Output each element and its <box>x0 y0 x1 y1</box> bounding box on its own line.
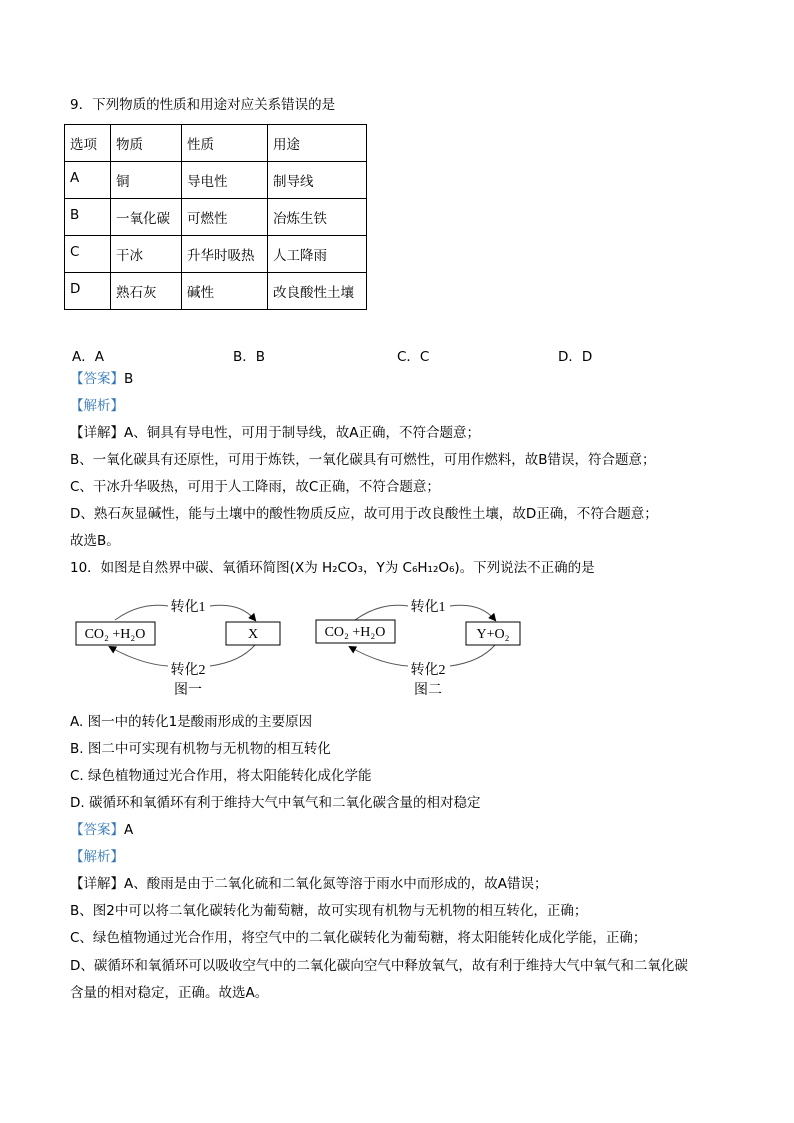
q9-table <box>64 124 367 310</box>
q10-detail-line: C、绿色植物通过光合作用，将空气中的二氧化碳转化为葡萄糖，将太阳能转化成化学能，正确； <box>70 930 647 946</box>
q9-option-d: D．D <box>558 349 593 365</box>
q10-answer <box>70 821 133 839</box>
answer-value: B <box>124 371 134 387</box>
detail-label: 【详解】 <box>70 876 124 892</box>
cycle-arrow <box>210 605 255 620</box>
cycle-arc <box>210 645 255 666</box>
left-box-label: CO₂ +H₂O <box>324 625 386 640</box>
q9-detail-line: D、熟石灰显碱性，能与土壤中的酸性物质反应，故可用于改良酸性土壤，故D正确，不符合题意； <box>70 506 658 522</box>
q9-option-b: B．B <box>233 349 266 365</box>
q10-detail-line: 含量的相对稳定，正确。故选A。 <box>70 985 269 1001</box>
detail-text: A、酸雨是由于二氧化硫和二氧化氮等溶于雨水中而形成的，故A错误； <box>124 876 548 892</box>
cycle-arc <box>355 605 408 620</box>
table-cell: 干冰 <box>111 236 182 273</box>
table-cell: 升华时吸热 <box>182 236 268 273</box>
table-cell: 熟石灰 <box>111 273 182 310</box>
table-cell: A <box>65 162 111 199</box>
table-cell: 可燃性 <box>182 199 268 236</box>
q9-analysis-label: 【解析】 <box>70 398 124 414</box>
table-cell: 改良酸性土壤 <box>268 273 367 310</box>
q9-option-c: C．C <box>397 349 430 365</box>
right-box-label: X <box>247 627 259 642</box>
table-header: 选项 <box>65 125 111 162</box>
answer-value: A <box>124 822 134 838</box>
table-cell: 碱性 <box>182 273 268 310</box>
table-cell: 铜 <box>111 162 182 199</box>
figure-one <box>76 599 280 698</box>
table-cell: B <box>65 199 111 236</box>
cycle-arrow <box>110 647 168 666</box>
q9-title: 9．下列物质的性质和用途对应关系错误的是 <box>70 97 336 113</box>
cycle-arrow <box>350 647 408 666</box>
right-box-label: Y+O₂ <box>476 627 510 642</box>
q9-detail-line: C、干冰升华吸热，可用于人工降雨，故C正确，不符合题意； <box>70 479 440 495</box>
q9-option-a: A．A <box>72 349 104 365</box>
detail-text: A、铜具有导电性，可用于制导线，故A正确，不符合题意； <box>124 425 480 441</box>
table-row <box>65 236 367 273</box>
answer-label: 【答案】 <box>70 822 124 838</box>
top-label: 转化1 <box>170 600 206 615</box>
table-cell: 制导线 <box>268 162 367 199</box>
q10-option-b: B. 图二中可实现有机物与无机物的相互转化 <box>70 741 331 757</box>
answer-label: 【答案】 <box>70 371 124 387</box>
table-header: 用途 <box>268 125 367 162</box>
q9-detail-line <box>70 424 480 442</box>
q10-option-a: A. 图一中的转化1是酸雨形成的主要原因 <box>70 714 313 730</box>
caption: 图二 <box>414 683 442 698</box>
q9-answer <box>70 370 133 388</box>
table-cell: 导电性 <box>182 162 268 199</box>
detail-label: 【详解】 <box>70 425 124 441</box>
table-row <box>65 162 367 199</box>
table-row <box>65 199 367 236</box>
q10-analysis-label: 【解析】 <box>70 849 124 865</box>
q9-detail-line: B、一氧化碳具有还原性，可用于炼铁，一氧化碳具有可燃性，可用作燃料，故B错误，符合题意； <box>70 452 656 468</box>
figure-two <box>316 599 520 698</box>
table-header-row <box>65 125 367 162</box>
q9-detail-line: 故选B。 <box>70 533 120 549</box>
table-header: 性质 <box>182 125 268 162</box>
left-box-label: CO₂ +H₂O <box>84 627 146 642</box>
carbon-oxygen-cycle-diagram <box>60 590 540 705</box>
cycle-arrow <box>450 605 495 620</box>
cycle-arc <box>450 645 495 666</box>
table-cell: C <box>65 236 111 273</box>
table-cell: 人工降雨 <box>268 236 367 273</box>
q10-title: 10．如图是自然界中碳、氧循环简图(X为 H₂CO₃，Y为 C₆H₁₂O₆)。下列说法不正确的是 <box>70 560 595 576</box>
table-cell: 冶炼生铁 <box>268 199 367 236</box>
q10-detail-line <box>70 875 547 893</box>
table-header: 物质 <box>111 125 182 162</box>
top-label: 转化1 <box>410 600 446 615</box>
q10-detail-line: B、图2中可以将二氧化碳转化为葡萄糖，故可实现有机物与无机物的相互转化，正确； <box>70 903 588 919</box>
q10-option-c: C. 绿色植物通过光合作用，将太阳能转化成化学能 <box>70 768 372 784</box>
cycle-arc <box>115 605 168 620</box>
bottom-label: 转化2 <box>410 663 446 678</box>
table-cell: D <box>65 273 111 310</box>
table-cell: 一氧化碳 <box>111 199 182 236</box>
q10-detail-line: D、碳循环和氧循环可以吸收空气中的二氧化碳向空气中释放氧气，故有利于维持大气中氧气和二氧化碳 <box>70 958 688 974</box>
bottom-label: 转化2 <box>170 663 206 678</box>
caption: 图一 <box>174 683 202 698</box>
table-row <box>65 273 367 310</box>
q10-option-d: D. 碳循环和氧循环有利于维持大气中氧气和二氧化碳含量的相对稳定 <box>70 795 481 811</box>
